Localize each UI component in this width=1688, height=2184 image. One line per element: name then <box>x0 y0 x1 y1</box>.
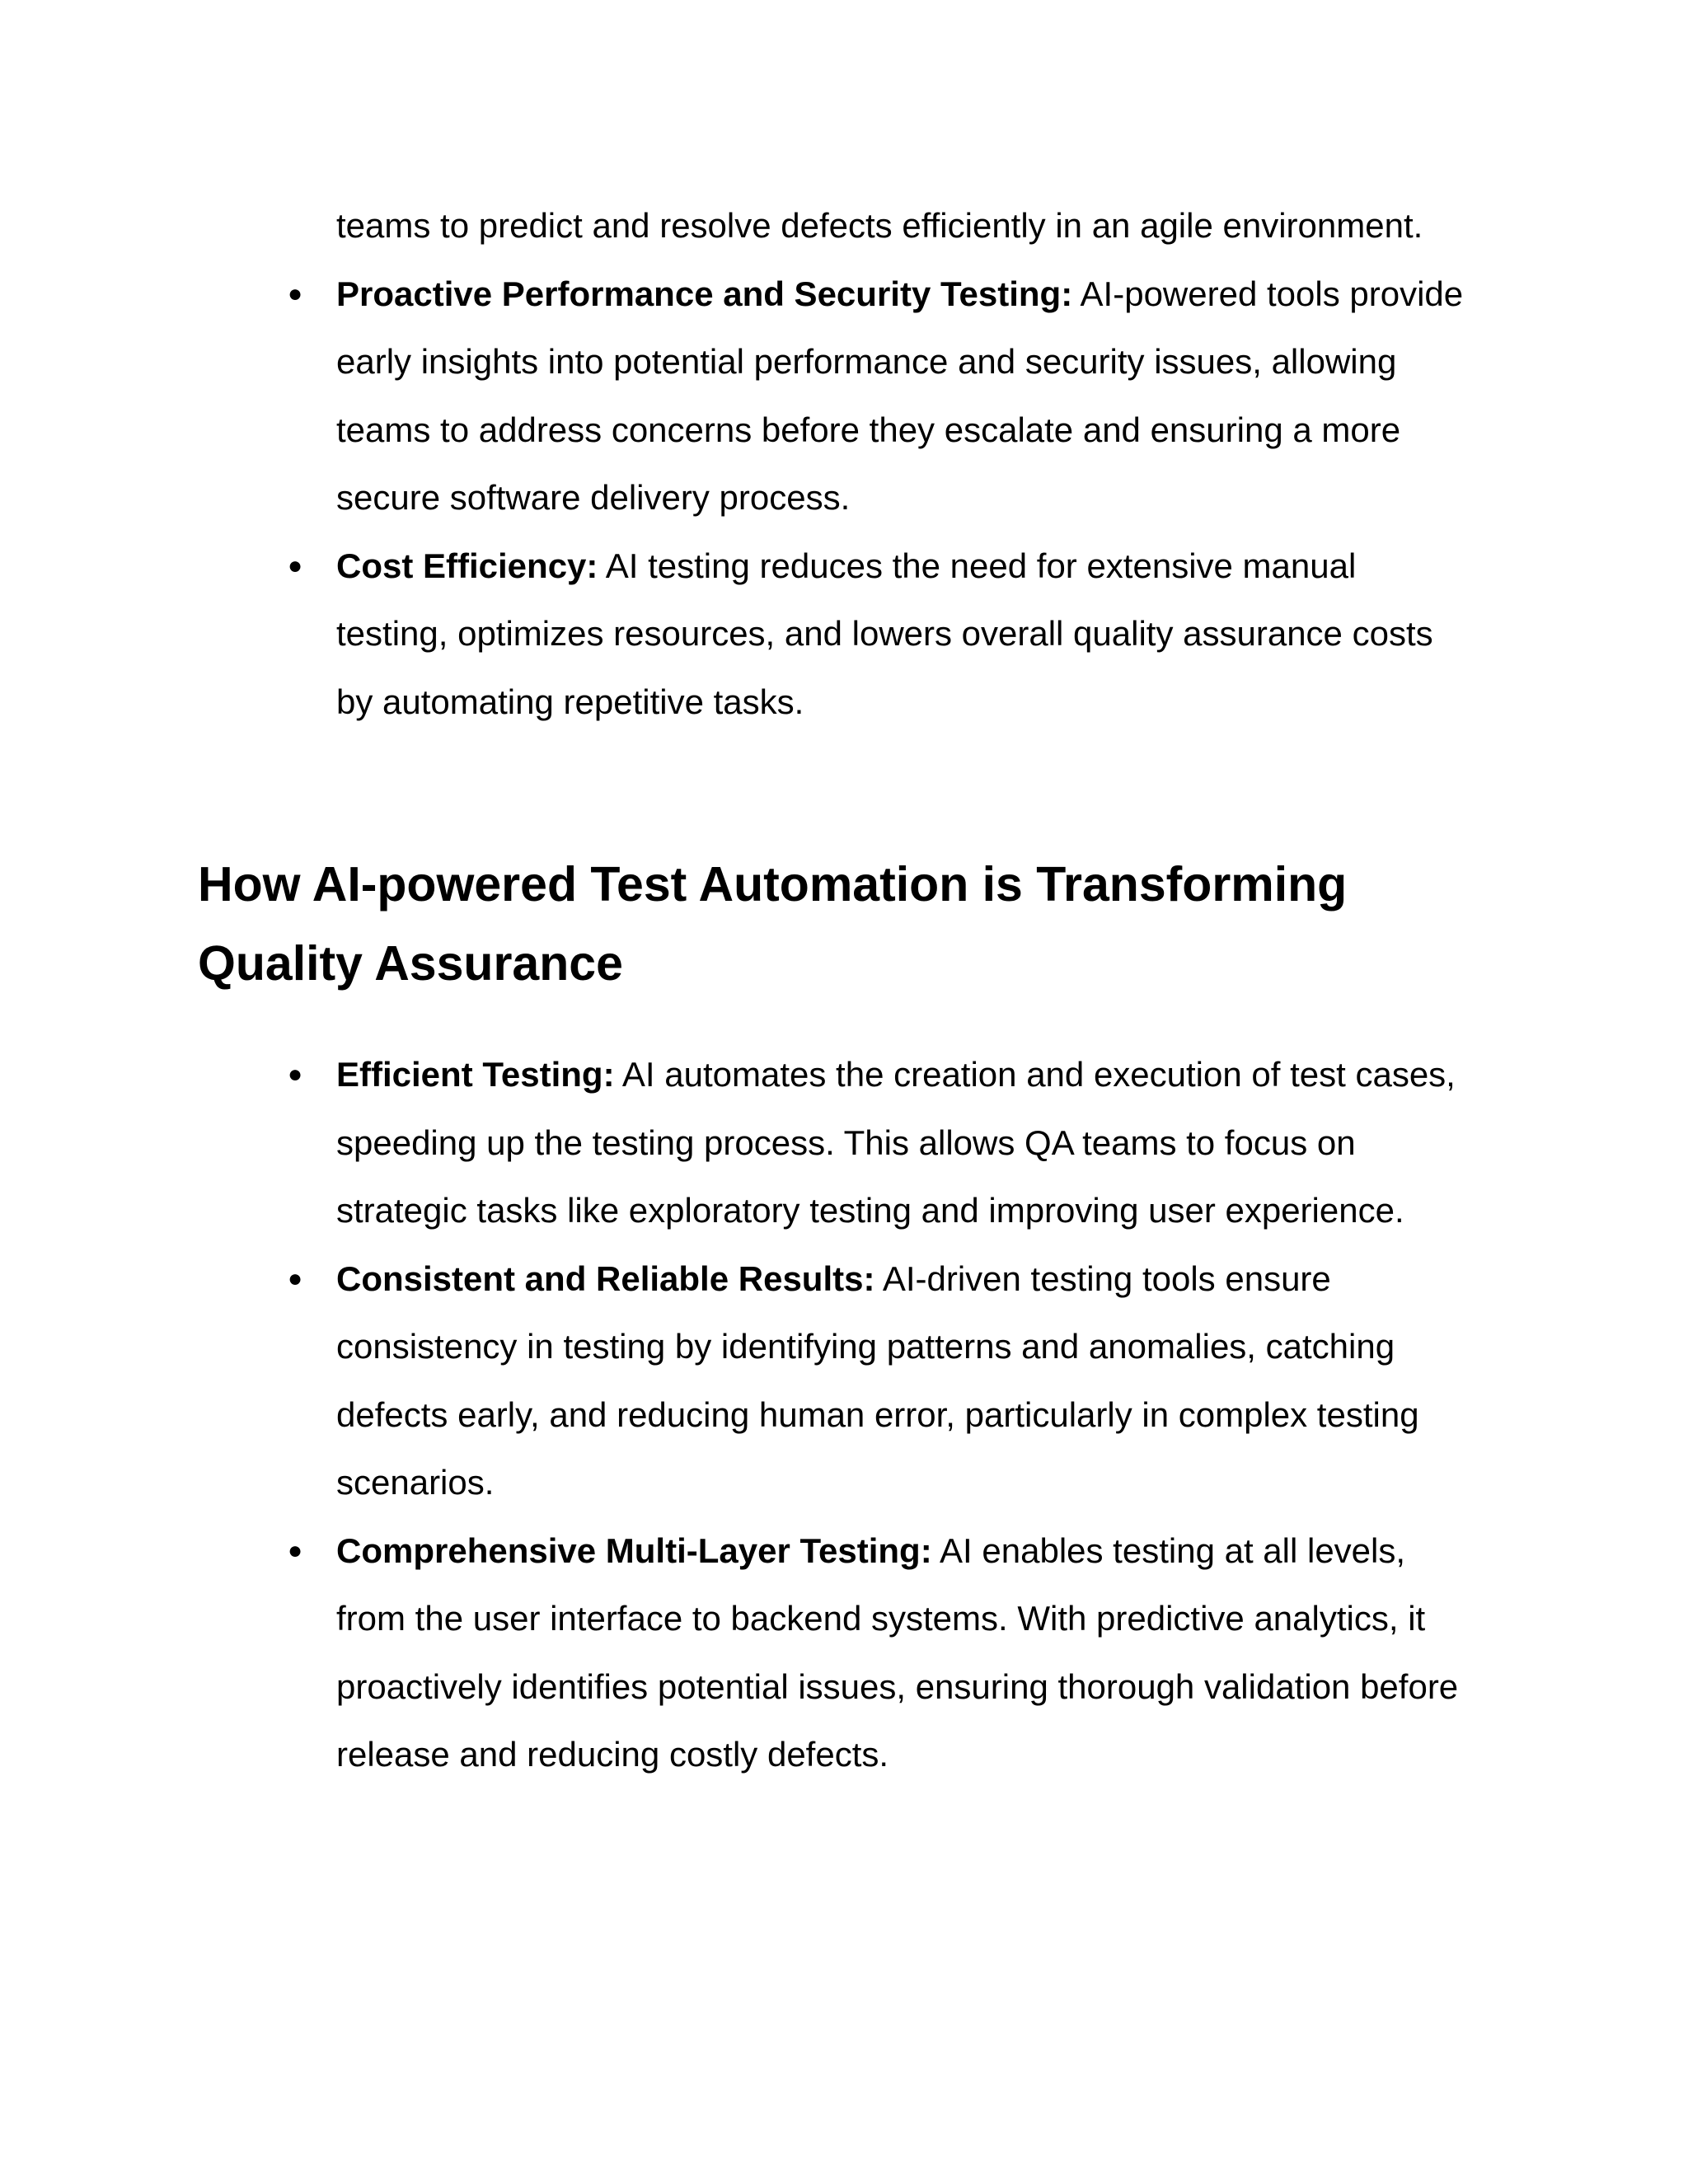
item-term: Comprehensive Multi-Layer Testing: <box>336 1530 932 1570</box>
benefits-list <box>284 192 1471 736</box>
item-term: Proactive Performance and Security Testing: <box>336 274 1073 313</box>
item-text: AI-driven testing tools ensure consistency in testing by identifying patterns and anomalies, catching defects early, and reducing human error, particularly in complex testing scenarios. <box>336 1258 1419 1502</box>
item-term: Consistent and Reliable Results: <box>336 1258 875 1298</box>
item-term: Cost Efficiency: <box>336 546 598 585</box>
bullet-icon: ● <box>288 551 303 579</box>
transformation-list <box>284 1041 1471 1789</box>
bullet-icon: ● <box>288 1061 303 1088</box>
item-text: AI-powered tools provide early insights into potential performance and security issues, allowing teams to address concerns before they escalate and ensuring a more secure software delivery process. <box>336 274 1464 517</box>
bullet-icon: ● <box>288 279 303 307</box>
item-text: AI enables testing at all levels, from the user interface to backend systems. With predictive analytics, it proactively identifies potential issues, ensuring thorough validation before release and reducing costly defects. <box>336 1530 1459 1774</box>
list-item-multi-layer-testing <box>284 1517 1471 1789</box>
list-item-efficient-testing <box>284 1041 1471 1245</box>
section-heading: How AI-powered Test Automation is Transforming Quality Assurance <box>198 857 1348 991</box>
list-item-consistent-results <box>284 1245 1471 1517</box>
list-item-cost-efficiency <box>284 532 1471 737</box>
bullet-icon: ● <box>288 1264 303 1292</box>
list-item-continuation <box>284 192 1471 260</box>
list-item-performance-security <box>284 260 1471 532</box>
bullet-icon: ● <box>288 1536 303 1564</box>
item-text: AI testing reduces the need for extensive manual testing, optimizes resources, and lowers overall quality assurance costs by automating repetitive tasks. <box>336 546 1433 721</box>
continuation-text: teams to predict and resolve defects efficiently in an agile environment. <box>336 206 1423 245</box>
item-term: Efficient Testing: <box>336 1055 615 1094</box>
item-text: AI automates the creation and execution of test cases, speeding up the testing process. This allows QA teams to focus on strategic tasks like exploratory testing and improving user experience. <box>336 1055 1456 1230</box>
